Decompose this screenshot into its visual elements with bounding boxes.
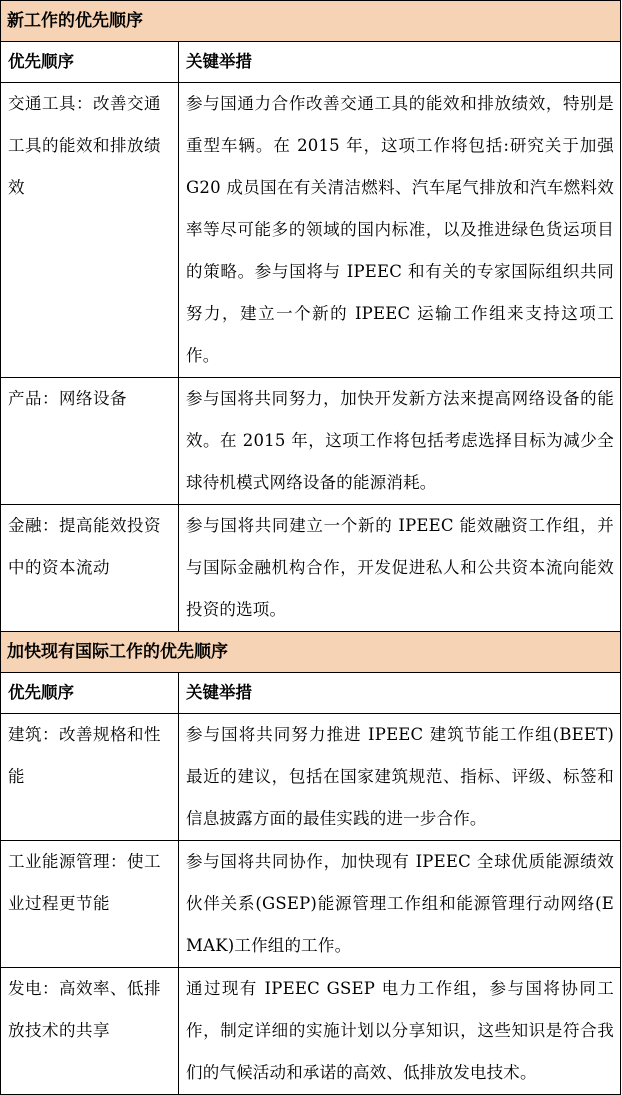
- table-row-buildings: [1, 714, 621, 841]
- column-header-action: 关键举措: [179, 42, 621, 83]
- section-header-accelerate-work: [1, 632, 621, 673]
- action-cell: 参与国将共同努力推进 IPEEC 建筑节能工作组(BEET)最近的建议，包括在国家建筑规范、指标、评级、标签和信息披露方面的最佳实践的进一步合作。: [179, 714, 621, 841]
- action-cell: 参与国将共同建立一个新的 IPEEC 能效融资工作组，并与国际金融机构合作，开发促进私人和公共资本流向能效投资的选项。: [179, 505, 621, 632]
- priority-cell: 交通工具：改善交通工具的能效和排放绩效: [1, 83, 179, 378]
- priority-cell: 工业能源管理：使工业过程更节能: [1, 841, 179, 968]
- table-row-industry: [1, 841, 621, 968]
- priority-cell: 建筑：改善规格和性能: [1, 714, 179, 841]
- column-header-action: 关键举措: [179, 673, 621, 714]
- action-cell: 参与国将共同协作，加快现有 IPEEC 全球优质能源绩效伙伴关系(GSEP)能源管理工作组和能源管理行动网络(EMAK)工作组的工作。: [179, 841, 621, 968]
- column-header-priority: 优先顺序: [1, 42, 179, 83]
- action-cell: 参与国通力合作改善交通工具的能效和排放绩效，特别是重型车辆。在 2015 年，这项工作将包括:研究关于加强 G20 成员国在有关清洁燃料、汽车尾气排放和汽车燃料效率等尽可能多的领域的国内标准，以及推进绿色货运项目的策略。参与国将与 IPEEC 和有关的专家国际组织共同努力，建立一个新的 IPEEC 运输工作组来支持这项工作。: [179, 83, 621, 378]
- column-header-priority: 优先顺序: [1, 673, 179, 714]
- priority-cell: 金融：提高能效投资中的资本流动: [1, 505, 179, 632]
- column-header-row: [1, 673, 621, 714]
- action-cell: 参与国将共同努力，加快开发新方法来提高网络设备的能效。在 2015 年，这项工作将包括考虑选择目标为减少全球待机模式网络设备的能源消耗。: [179, 378, 621, 505]
- section-title: 加快现有国际工作的优先顺序: [1, 632, 621, 673]
- section-title: 新工作的优先顺序: [1, 1, 621, 42]
- column-header-row: [1, 42, 621, 83]
- table-row-power: [1, 968, 621, 1095]
- table-row-finance: [1, 505, 621, 632]
- priority-cell: 发电：高效率、低排放技术的共享: [1, 968, 179, 1095]
- table-row-transport: [1, 83, 621, 378]
- section-header-new-work: [1, 1, 621, 42]
- action-cell: 通过现有 IPEEC GSEP 电力工作组，参与国将协同工作，制定详细的实施计划以分享知识，这些知识是符合我们的气候活动和承诺的高效、低排放发电技术。: [179, 968, 621, 1095]
- table-row-products: [1, 378, 621, 505]
- priority-cell: 产品：网络设备: [1, 378, 179, 505]
